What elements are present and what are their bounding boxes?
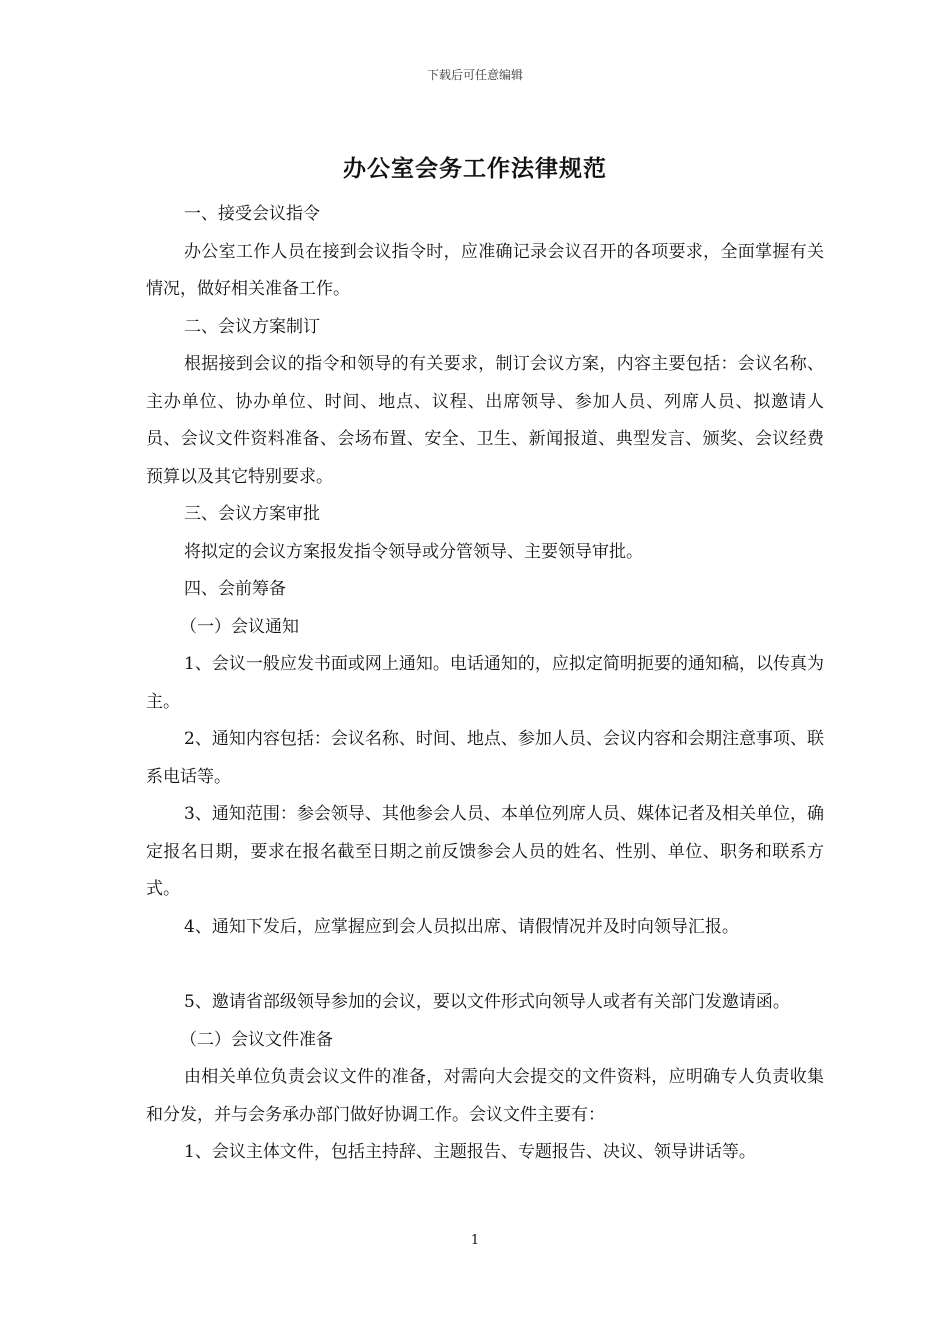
paragraph: 由相关单位负责会议文件的准备，对需向大会提交的文件资料，应明确专人负责收集和分发，并与会务承办部门做好协调工作。会议文件主要有： — [146, 1067, 824, 1125]
paragraph: 将拟定的会议方案报发指令领导或分管领导、主要领导审批。 — [184, 541, 643, 562]
section-heading-1: 一、接受会议指令 — [184, 204, 320, 224]
page-number: 1 — [470, 1233, 480, 1248]
list-item: 5、邀请省部级领导参加的会议，要以文件形式向领导人或者有关部门发邀请函。 — [184, 992, 790, 1012]
list-item: 1、会议一般应发书面或网上通知。电话通知的，应拟定简明扼要的通知稿，以传真为主。 — [146, 654, 824, 712]
section-heading-3: 三、会议方案审批 — [184, 504, 320, 524]
list-item: 1、会议主体文件，包括主持辞、主题报告、专题报告、决议、领导讲话等。 — [184, 1142, 756, 1162]
document-body — [146, 196, 824, 1172]
list-item: 4、通知下发后，应掌握应到会人员拟出席、请假情况并及时向领导汇报。 — [184, 916, 739, 937]
section-heading-2: 二、会议方案制订 — [184, 316, 320, 337]
paragraph: 根据接到会议的指令和领导的有关要求，制订会议方案，内容主要包括：会议名称、主办单位、协办单位、时间、地点、议程、出席领导、参加人员、列席人员、拟邀请人员、会议文件资料准备、会场布置、安全、卫生、新闻报道、典型发言、颁奖、会议经费预算以及其它特别要求。 — [146, 354, 824, 487]
subsection-heading-2: （二）会议文件准备 — [180, 1029, 333, 1050]
subsection-heading-1: （一）会议通知 — [180, 616, 299, 637]
document-title: 办公室会务工作法律规范 — [343, 155, 607, 182]
list-item: 2、通知内容包括：会议名称、时间、地点、参加人员、会议内容和会期注意事项、联系电话等。 — [146, 729, 824, 787]
section-heading-4: 四、会前筹备 — [184, 579, 286, 599]
page-header-note: 下载后可任意编辑 — [426, 68, 523, 82]
paragraph: 办公室工作人员在接到会议指令时，应准确记录会议召开的各项要求，全面掌握有关情况，做好相关准备工作。 — [146, 241, 824, 299]
list-item: 3、通知范围：参会领导、其他参会人员、本单位列席人员、媒体记者及相关单位，确定报名日期，要求在报名截至日期之前反馈参会人员的姓名、性别、单位、职务和联系方式。 — [146, 804, 824, 899]
